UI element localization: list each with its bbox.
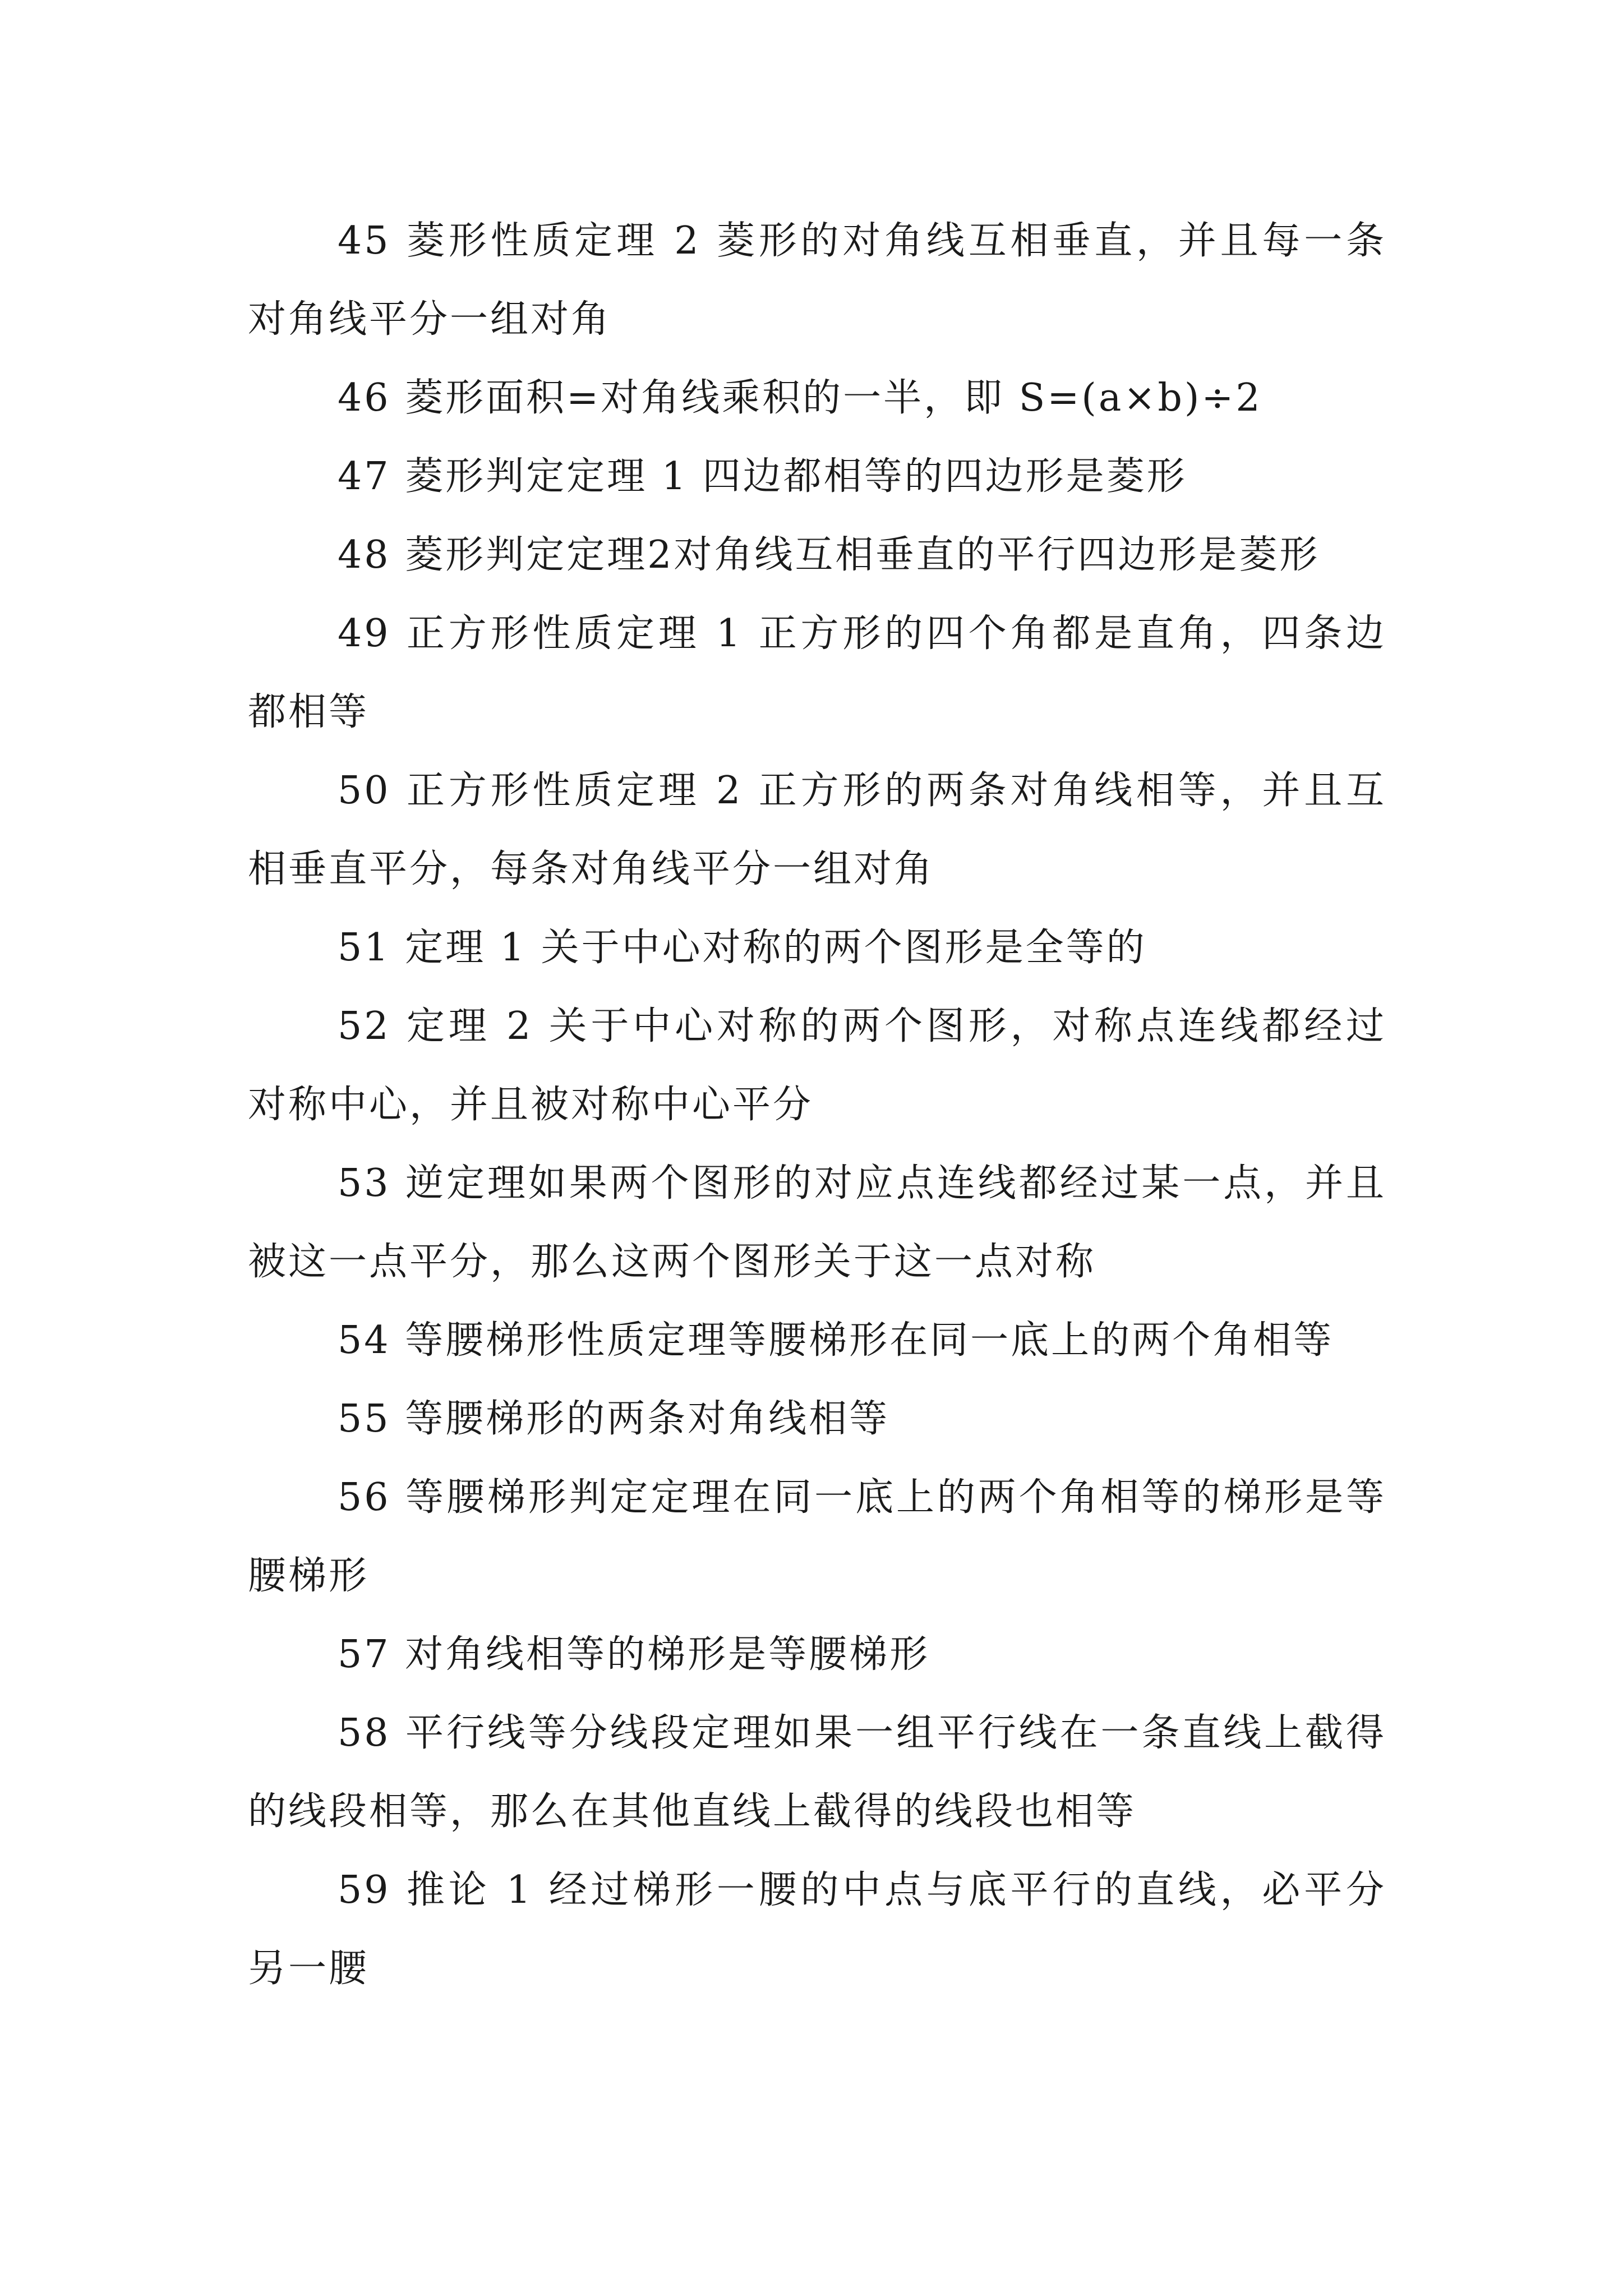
theorem-55: 55 等腰梯形的两条对角线相等 [338,1397,890,1441]
theorem-51: 51 定理 1 关于中心对称的两个图形是全等的 [338,926,1147,970]
theorem-48: 48 菱形判定定理2对角线互相垂直的平行四边形是菱形 [338,533,1320,577]
theorem-47: 47 菱形判定定理 1 四边都相等的四边形是菱形 [338,454,1187,499]
theorem-58: 58 平行线等分线段定理如果一组平行线在一条直线上截得的线段相等，那么在其他直线上截得的线段也相等 [248,1711,1386,1834]
theorem-45: 45 菱形性质定理 2 菱形的对角线互相垂直，并且每一条对角线平分一组对角 [248,219,1386,342]
theorem-53: 53 逆定理如果两个图形的对应点连线都经过某一点，并且被这一点平分，那么这两个图形关于这一点对称 [248,1161,1386,1284]
theorem-49: 49 正方形性质定理 1 正方形的四个角都是直角，四条边都相等 [248,611,1386,734]
theorem-50: 50 正方形性质定理 2 正方形的两条对角线相等，并且互相垂直平分，每条对角线平分一组对角 [248,769,1386,891]
theorem-46: 46 菱形面积=对角线乘积的一半，即 S=(a×b)÷2 [338,376,1262,420]
theorem-56: 56 等腰梯形判定定理在同一底上的两个角相等的梯形是等腰梯形 [248,1475,1386,1598]
theorem-57: 57 对角线相等的梯形是等腰梯形 [338,1632,930,1677]
theorem-59: 59 推论 1 经过梯形一腰的中点与底平行的直线，必平分另一腰 [248,1868,1386,1991]
document-body [248,202,1386,2008]
theorem-54: 54 等腰梯形性质定理等腰梯形在同一底上的两个角相等 [338,1318,1334,1363]
theorem-52: 52 定理 2 关于中心对称的两个图形，对称点连线都经过对称中心，并且被对称中心平分 [248,1004,1386,1127]
